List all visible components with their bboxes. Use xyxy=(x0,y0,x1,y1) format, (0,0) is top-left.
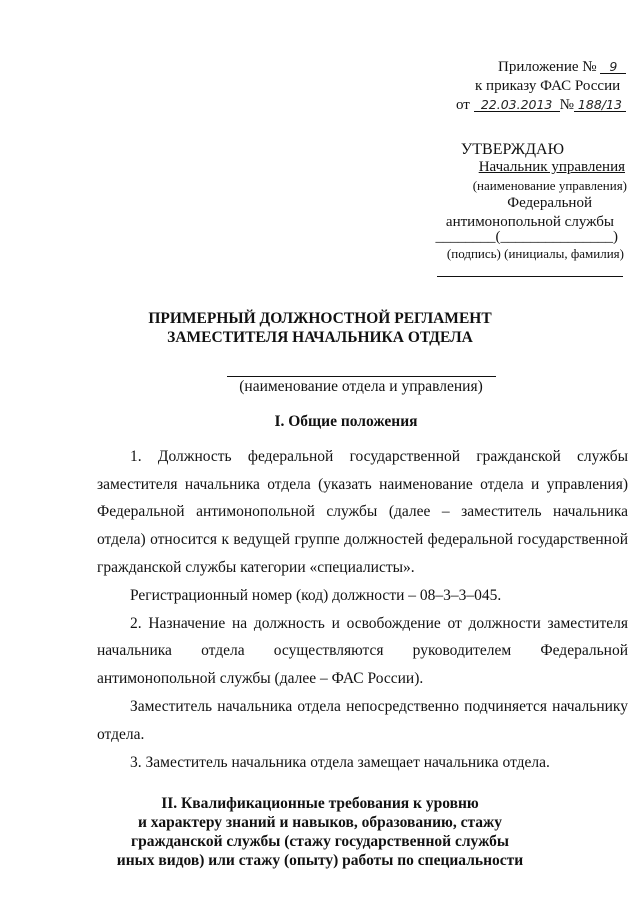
appendix-label: Приложение № xyxy=(498,59,597,75)
section-2-heading-line-3: гражданской службы (стажу государственной службы xyxy=(131,833,509,850)
para-2-line-2: начальника отдела осуществляются руководителем Федеральной xyxy=(97,642,628,659)
date-blank-line xyxy=(437,276,623,277)
signature-blank: ________(_______________) xyxy=(435,229,618,245)
doc-title-line-2: ЗАМЕСТИТЕЛЯ НАЧАЛЬНИКА ОТДЕЛА xyxy=(167,329,473,346)
para-3: 3. Заместитель начальника отдела замещает начальника отдела. xyxy=(130,754,550,771)
para-1-line-1: 1. Должность федеральной государственной гражданской службы xyxy=(130,448,628,465)
section-2-heading-line-4: иных видов) или стажу (опыту) работы по специальности xyxy=(116,852,524,869)
order-number: 188/13 xyxy=(574,98,626,112)
section-1-heading: I. Общие положения xyxy=(274,413,418,430)
doc-title-line-1: ПРИМЕРНЫЙ ДОЛЖНОСТНОЙ РЕГЛАМЕНТ xyxy=(148,310,492,327)
dept-blank-line xyxy=(227,376,496,377)
from-label: от xyxy=(456,97,470,113)
registration-number: Регистрационный номер (код) должности – 08–3–3–045. xyxy=(130,587,502,604)
order-text: к приказу ФАС России xyxy=(475,78,621,94)
para-2-line-3: антимонопольной службы (далее – ФАС России). xyxy=(97,670,424,687)
position-hint: (наименование управления) xyxy=(472,178,627,193)
order-date: 22.03.2013 xyxy=(474,98,560,112)
signature-hint: (подпись) (инициалы, фамилия) xyxy=(446,246,624,261)
para-1-line-2: заместителя начальника отдела (указать наименование отдела и управления) xyxy=(97,476,628,493)
para-1-line-4: отдела) относится к ведущей группе должностей федеральной государственной xyxy=(97,531,628,548)
number-sign: № xyxy=(559,97,574,113)
section-2-heading-line-2: и характеру знаний и навыков, образованию, стажу xyxy=(137,814,503,831)
org-line-2: антимонопольной службы xyxy=(445,214,614,230)
para-1-line-5: гражданской службы категории «специалисты». xyxy=(97,559,415,576)
approve-label: УТВЕРЖДАЮ xyxy=(460,141,565,158)
para-sub-line-1: Заместитель начальника отдела непосредственно подчиняется начальнику xyxy=(130,698,628,715)
para-1-line-3: Федеральной антимонопольной службы (далее – заместитель начальника xyxy=(97,503,628,520)
para-sub-line-2: отдела. xyxy=(97,726,145,743)
order-date-line xyxy=(456,96,626,114)
dept-hint: (наименование отдела и управления) xyxy=(239,378,483,395)
section-2-heading-line-1: II. Квалификационные требования к уровню xyxy=(161,795,479,812)
appendix-number: 9 xyxy=(600,60,626,74)
approver-position: Начальник управления xyxy=(478,159,625,175)
org-line-1: Федеральной xyxy=(507,195,592,211)
appendix-line xyxy=(498,58,626,76)
para-2-line-1: 2. Назначение на должность и освобождение от должности заместителя xyxy=(130,615,628,632)
